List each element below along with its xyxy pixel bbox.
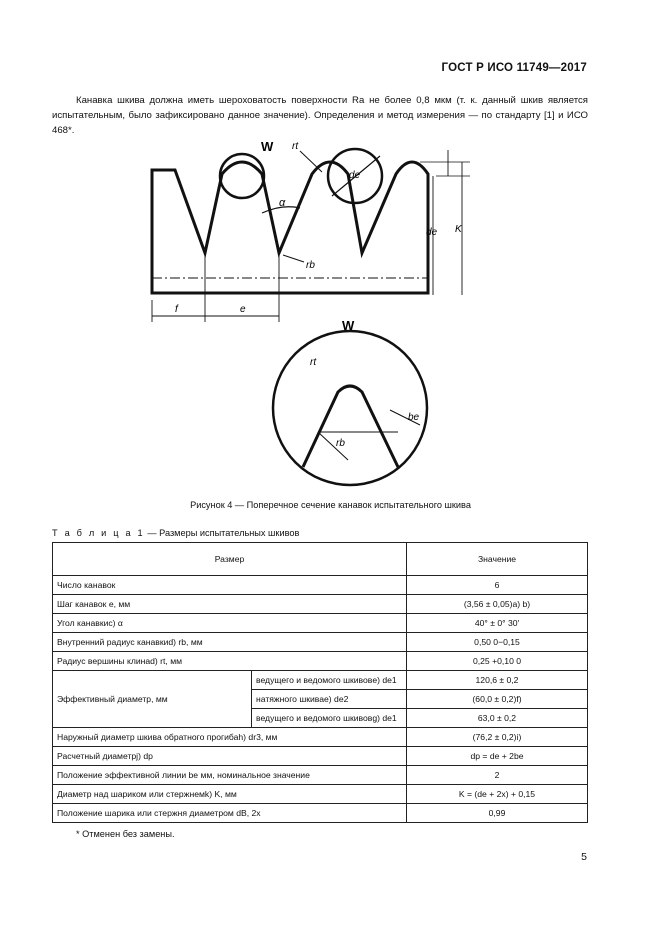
table-header-row xyxy=(53,543,588,576)
figure-caption: Рисунок 4 — Поперечное сечение канавок испытательного шкива xyxy=(190,500,471,510)
row-sublabel: натяжного шкиваe) de2 xyxy=(252,690,407,709)
label-rb: rb xyxy=(306,260,315,271)
row-value: dp = de + 2be xyxy=(407,747,588,766)
label-de-dim: de xyxy=(426,227,438,238)
label-de-circle: de xyxy=(349,170,361,181)
row-value: 0,50 0−0,15 xyxy=(407,633,588,652)
table-row xyxy=(53,633,588,652)
intro-paragraph: Канавка шкива должна иметь шероховатость поверхности Ra не более 0,8 мкм (т. к. данный шкив является испытательным, было зафиксировано данное значение). Определения и метод измерения — по стандарту [1] и ИСО 468*. xyxy=(52,95,588,136)
label-w-zoom: W xyxy=(342,318,355,333)
pulley-profile xyxy=(152,162,428,293)
row-sublabel: ведущего и ведомого шкивовg) de1 xyxy=(252,709,407,728)
table-row xyxy=(53,804,588,823)
pulley-dimensions-table xyxy=(52,542,588,823)
row-label: Положение эффективной линии be мм, номинальное значение xyxy=(53,766,407,785)
row-value: 40° ± 0° 30′ xyxy=(407,614,588,633)
row-label: Внутренний радиус канавкиd) rb, мм xyxy=(53,633,407,652)
zoom-groove-profile xyxy=(303,386,398,467)
page-number: 5 xyxy=(581,851,587,863)
table-row xyxy=(53,785,588,804)
row-value: 120,6 ± 0,2 xyxy=(407,671,588,690)
row-value: (76,2 ± 0,2)i) xyxy=(407,728,588,747)
row-value: K = (de + 2x) + 0,15 xyxy=(407,785,588,804)
footnote: * Отменен без замены. xyxy=(76,829,175,839)
row-label: Наружный диаметр шкива обратного прогибаh) dr3, мм xyxy=(53,728,407,747)
table-title-rest: — Размеры испытательных шкивов xyxy=(147,528,300,538)
table-title-prefix: Т а б л и ц а 1 xyxy=(52,528,145,538)
row-label: Число канавок xyxy=(53,576,407,595)
row-label: Положение шарика или стержня диаметром dB, 2x xyxy=(53,804,407,823)
row-value: (60,0 ± 0,2)f) xyxy=(407,690,588,709)
label-alpha: α xyxy=(279,197,286,209)
table-row xyxy=(53,747,588,766)
label-k-dim: K xyxy=(455,224,462,235)
label-w-top: W xyxy=(261,139,274,154)
row-label: Радиус вершины клинаd) rt, мм xyxy=(53,652,407,671)
label-be-zoom: be xyxy=(408,412,420,423)
table-row xyxy=(53,671,588,690)
row-value: (3,56 ± 0,05)a) b) xyxy=(407,595,588,614)
label-e: e xyxy=(240,304,246,315)
zoom-detail-circle xyxy=(273,331,427,485)
table-row xyxy=(53,595,588,614)
eff-diameter-label: Эффективный диаметр, мм xyxy=(53,671,252,728)
row-value: 63,0 ± 0,2 xyxy=(407,709,588,728)
standard-header: ГОСТ Р ИСО 11749—2017 xyxy=(441,62,587,74)
table-row xyxy=(53,728,588,747)
row-label: Диаметр над шариком или стержнемk) K, мм xyxy=(53,785,407,804)
row-label: Расчетный диаметрj) dp xyxy=(53,747,407,766)
row-value: 2 xyxy=(407,766,588,785)
row-label: Угол канавкиc) α xyxy=(53,614,407,633)
footnote-divider xyxy=(52,822,134,823)
table-row xyxy=(53,614,588,633)
label-rt-zoom: rt xyxy=(310,357,317,368)
label-rt-top: rt xyxy=(292,141,299,152)
row-value: 0,99 xyxy=(407,804,588,823)
row-value: 0,25 +0,10 0 xyxy=(407,652,588,671)
row-sublabel: ведущего и ведомого шкивовe) de1 xyxy=(252,671,407,690)
label-rb-zoom: rb xyxy=(336,438,345,449)
row-label: Шаг канавок e, мм xyxy=(53,595,407,614)
table-row xyxy=(53,652,588,671)
header-value: Значение xyxy=(407,543,588,576)
row-value: 6 xyxy=(407,576,588,595)
header-size: Размер xyxy=(53,543,407,576)
table-row xyxy=(53,576,588,595)
table-row xyxy=(53,766,588,785)
label-f: f xyxy=(175,304,178,315)
table-title xyxy=(52,528,299,538)
